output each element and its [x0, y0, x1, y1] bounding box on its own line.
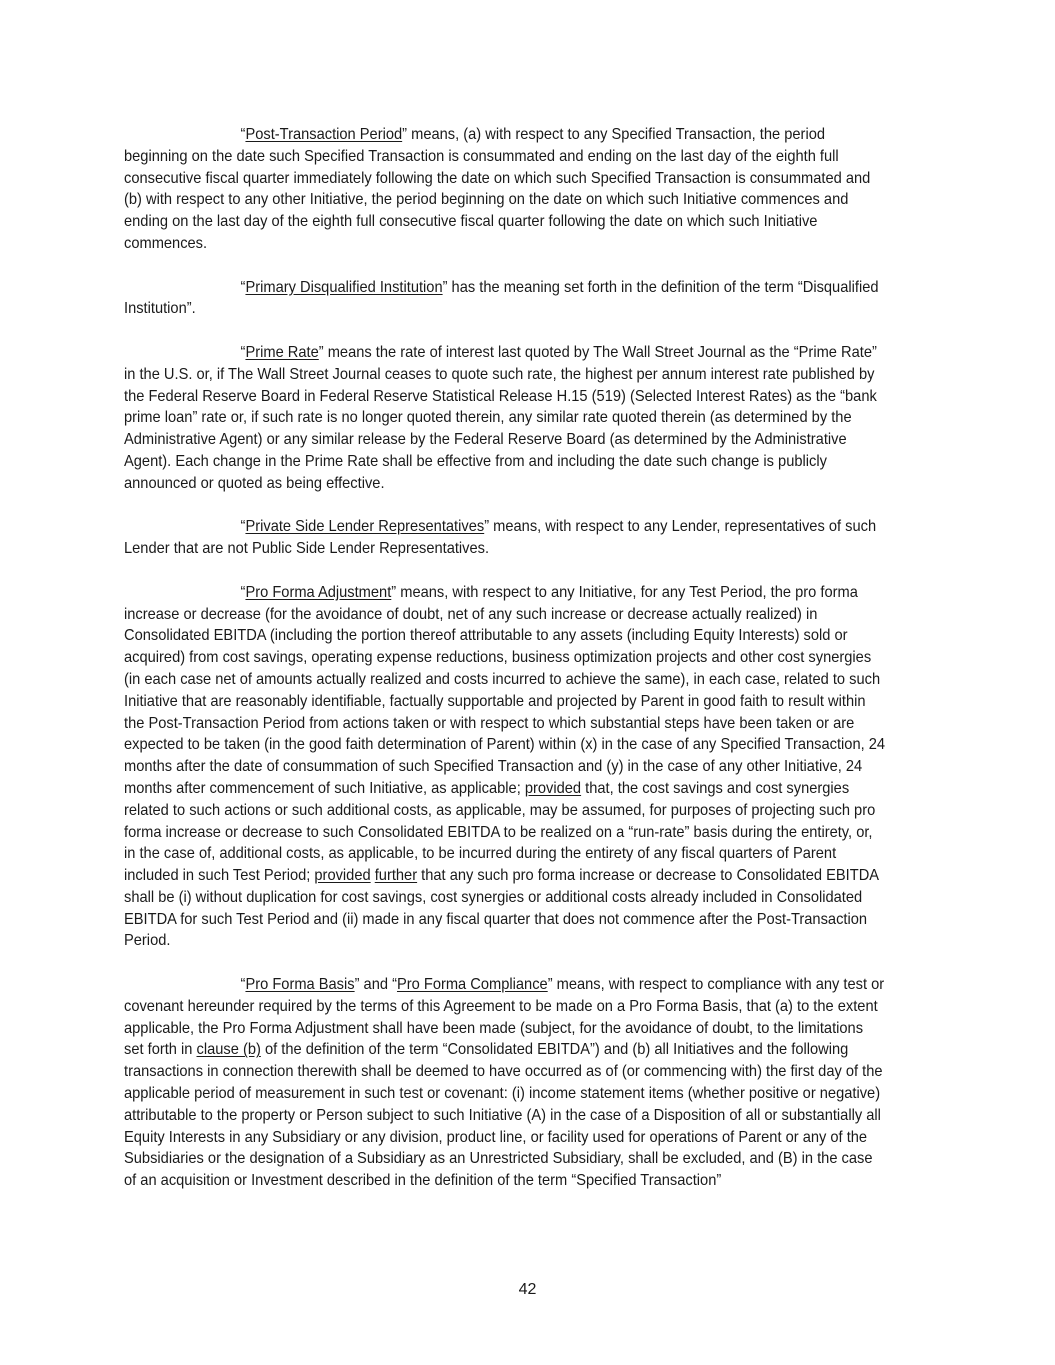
- defined-term: Prime Rate: [245, 343, 319, 361]
- proviso-term: further: [374, 867, 418, 885]
- proviso-term: provided: [314, 867, 371, 885]
- page-number: 42: [518, 1281, 537, 1298]
- defined-term: Pro Forma Compliance: [396, 976, 548, 994]
- definition-post-transaction-period: “Post-Transaction Period” means, (a) with respect to any Specified Transaction, the period beginning on the date such Specified Transaction is consummated and ending on the last day of the eighth full consecutive fiscal quarter immediately following the date on which such Specified Transaction is consummated and (b) with respect to any other Initiative, the period beginning on the date on which such Initiative commences and ending on the last day of the eighth full consecutive fiscal quarter following the date on which such Initiative commences.: [124, 126, 871, 252]
- defined-term: Pro Forma Adjustment: [245, 583, 392, 601]
- definition-pro-forma-adjustment: “Pro Forma Adjustment” means, with respect to any Initiative, for any Test Period, the pro forma increase or decrease (for the avoidance of doubt, net of any such increase or decrease actually realized) in Consolidated EBITDA (including the portion thereof attributable to any assets (including Equity Interests) sold or acquired) from cost savings, operating expense reductions, business optimization projects and other cost synergies (in each case net of amounts actually realized and costs incurred to achieve the same), in each case, related to such Initiative that are reasonably identifiable, factually supportable and projected by Parent in good faith to result within the Post-Transaction Period from actions taken or with respect to which substantial steps have been taken or are expected to be taken (in the good faith determination of Parent) within (x) in the case of any Specified Transaction, 24 months after the date of consummation of such Specified Transaction and (y) in the case of any other Initiative, 24 months after commencement of such Initiative, as applicable; provided that, the cost savings and cost synergies related to such actions or such additional costs, as applicable, may be assumed, for purposes of projecting such pro forma increase or decrease to such Consolidated EBITDA to be realized on a “run-rate” basis during the entirety, or, in the case of, additional costs, as applicable, to be incurred during the entirety of any fiscal quarters of Parent included in such Test Period; provided further that any such pro forma increase or decrease to Consolidated EBITDA shall be (i) without duplication for cost savings, cost synergies or additional costs already included in Consolidated EBITDA for such Test Period and (ii) made in any fiscal quarter that does not commence after the Post-Transaction Period.: [124, 583, 886, 950]
- defined-term: Pro Forma Basis: [245, 976, 355, 994]
- document-body: [124, 124, 885, 1214]
- defined-term: Primary Disqualified Institution: [245, 278, 443, 296]
- definition-primary-disqualified-institution: “Primary Disqualified Institution” has the meaning set forth in the definition of the term “Disqualified Institution”.: [124, 278, 879, 318]
- defined-term: Private Side Lender Representatives: [245, 518, 485, 536]
- clause-reference: clause (b): [196, 1041, 261, 1059]
- proviso-term: provided: [524, 779, 582, 797]
- definition-pro-forma-basis: “Pro Forma Basis” and “Pro Forma Compliance” means, with respect to compliance with any test or covenant hereunder required by the terms of this Agreement to be made on a Pro Forma Basis, that (a) to the extent applicable, the Pro Forma Adjustment shall have been made (subject, for the avoidance of doubt, to the limitations set forth in clause (b) of the definition of the term “Consolidated EBITDA”) and (b) all Initiatives and the following transactions in connection therewith shall be deemed to have occurred as of (or commencing with) the first day of the applicable period of measurement in such test or covenant: (i) income statement items (whether positive or negative) attributable to the property or Person subject to such Initiative (A) in the case of a Disposition of all or substantially all Equity Interests in any Subsidiary or any division, product line, or facility used for operations of Parent or any of the Subsidiaries or the designation of a Subsidiary as an Unrestricted Subsidiary, shall be excluded, and (B) in the case of an acquisition or Investment described in the definition of the term “Specified Transaction”: [124, 976, 885, 1190]
- definition-private-side-lender-representatives: “Private Side Lender Representatives” means, with respect to any Lender, representatives of such Lender that are not Public Side Lender Representatives.: [124, 518, 877, 558]
- defined-term: Post-Transaction Period: [245, 126, 403, 143]
- definition-prime-rate: “Prime Rate” means the rate of interest last quoted by The Wall Street Journal as the “Prime Rate” in the U.S. or, if The Wall Street Journal ceases to quote such rate, the highest per annum interest rate published by the Federal Reserve Board in Federal Reserve Statistical Release H.15 (519) (Selected Interest Rates) as the “bank prime loan” rate or, if such rate is no longer quoted therein, any similar rate quoted therein (as determined by the Administrative Agent) or any similar release by the Federal Reserve Board (as determined by the Administrative Agent). Each change in the Prime Rate shall be effective from and including the date such change is publicly announced or quoted as being effective.: [124, 343, 877, 492]
